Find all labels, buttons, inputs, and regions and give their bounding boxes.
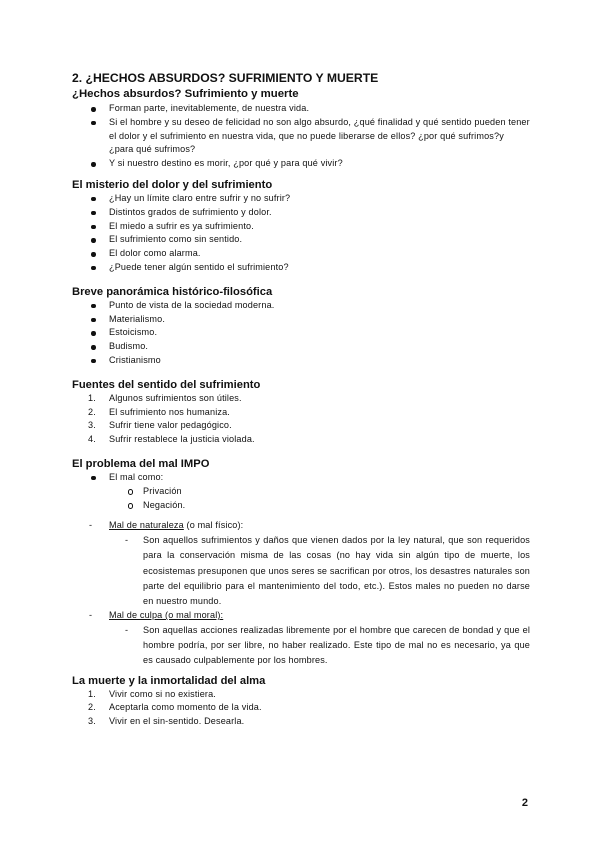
section-title: 2. ¿HECHOS ABSURDOS? SUFRIMIENTO Y MUERTE [72, 71, 379, 85]
list-muerte-inmortalidad [72, 688, 530, 729]
heading-problema-mal: El problema del mal IMPO [72, 457, 210, 470]
list-item: Si el hombre y su deseo de felicidad no son algo absurdo, ¿qué finalidad y qué sentido pueden tener el dolor y el sufrimiento en nuestra vida, que no puede liberarse de ellos? ¿por qué sufrimos?y ¿para qué sufrimos? [72, 116, 530, 157]
dash-marker: - [89, 610, 93, 621]
list-fuentes-sentido [72, 392, 530, 447]
list-item: El mal como: [72, 471, 530, 485]
list-item [72, 433, 530, 447]
list-panoramica [72, 299, 530, 368]
mal-naturaleza-label-rest: (o mal físico): [183, 520, 244, 531]
list-item: ¿Puede tener algún sentido el sufrimiento? [72, 261, 530, 275]
document-page [72, 70, 530, 729]
heading-misterio-dolor: El misterio del dolor y del sufrimiento [72, 178, 273, 191]
heading-fuentes-sentido: Fuentes del sentido del sufrimiento [72, 378, 261, 391]
list-item: Materialismo. [72, 313, 530, 327]
dash-item-mal-culpa [72, 609, 530, 623]
list-problema-mal [72, 471, 530, 485]
list-item-text: Sufrir tiene valor pedagógico. [109, 420, 232, 431]
list-item-text: Sufrir restablece la justicia violada. [109, 434, 255, 445]
list-item: Budismo. [72, 340, 530, 354]
list-item: El dolor como alarma. [72, 247, 530, 261]
list-item: Punto de vista de la sociedad moderna. [72, 299, 530, 313]
dash-marker: - [125, 535, 129, 546]
list-item-text: El sufrimiento nos humaniza. [109, 406, 230, 417]
list-number: 2. [88, 702, 96, 713]
list-item: Cristianismo [72, 354, 530, 368]
heading-hechos-absurdos: ¿Hechos absurdos? Sufrimiento y muerte [72, 88, 299, 100]
list-number: 3. [88, 716, 96, 727]
list-item: El sufrimiento como sin sentido. [72, 233, 530, 247]
sub-list-item: Negación. [72, 499, 530, 513]
list-number: 1. [88, 392, 96, 403]
heading-muerte-inmortalidad: La muerte y la inmortalidad del alma [72, 674, 266, 687]
mal-naturaleza-label: Mal de naturaleza [109, 520, 184, 531]
mal-culpa-detail [72, 623, 530, 669]
list-item [72, 392, 530, 406]
sub-list-item: Privación [72, 485, 530, 499]
list-item: El miedo a sufrir es ya sufrimiento. [72, 220, 530, 234]
list-item-text: Algunos sufrimientos son útiles. [109, 392, 242, 403]
dash-item-mal-naturaleza [72, 519, 530, 533]
list-item: ¿Hay un límite claro entre sufrir y no sufrir? [72, 192, 530, 206]
page-number: 2 [521, 797, 528, 809]
list-item-text: Aceptarla como momento de la vida. [109, 702, 262, 713]
mal-culpa-label: Mal de culpa (o mal moral): [109, 610, 224, 621]
list-number: 4. [88, 434, 96, 445]
list-item [72, 406, 530, 420]
list-item [72, 715, 530, 729]
list-number: 2. [88, 406, 96, 417]
list-item: Forman parte, inevitablemente, de nuestra vida. [72, 102, 530, 116]
mal-naturaleza-detail [72, 533, 530, 609]
heading-panoramica: Breve panorámica histórico-filosófica [72, 285, 273, 298]
list-item [72, 701, 530, 715]
list-number: 3. [88, 420, 96, 431]
mal-naturaleza-text: Son aquellos sufrimientos y daños que vienen dados por la ley natural, que son requeridos para la conservación misma de las cosas (no hay vida sin algún tipo de muerte, los ecosistemas presuponen que unos seres se sacrifican por otros, los desastres naturales son parte del equilibrio para el mantenimiento del todo, etc.). Estos males no pueden no darse en nuestro mundo. [143, 535, 530, 606]
list-misterio-dolor [72, 192, 530, 275]
list-hechos-absurdos [72, 102, 530, 171]
list-number: 1. [88, 688, 96, 699]
dash-marker: - [125, 624, 129, 635]
list-item-text: Vivir como si no existiera. [109, 688, 216, 699]
dash-marker: - [89, 520, 93, 531]
list-item-text: Vivir en el sin-sentido. Desearla. [109, 716, 245, 727]
list-item: Distintos grados de sufrimiento y dolor. [72, 206, 530, 220]
list-item: Y si nuestro destino es morir, ¿por qué y para qué vivir? [72, 157, 530, 171]
list-item [72, 688, 530, 702]
mal-culpa-text: Son aquellas acciones realizadas libremente por el hombre que carecen de bondad y que el hombre podría, por ser libre, no haber realizado. Este tipo de mal no es necesario, ya que es causado culpablemente por los hombres. [143, 624, 530, 666]
list-item [72, 419, 530, 433]
sublist-mal-como [72, 485, 530, 513]
list-item: Estoicismo. [72, 326, 530, 340]
